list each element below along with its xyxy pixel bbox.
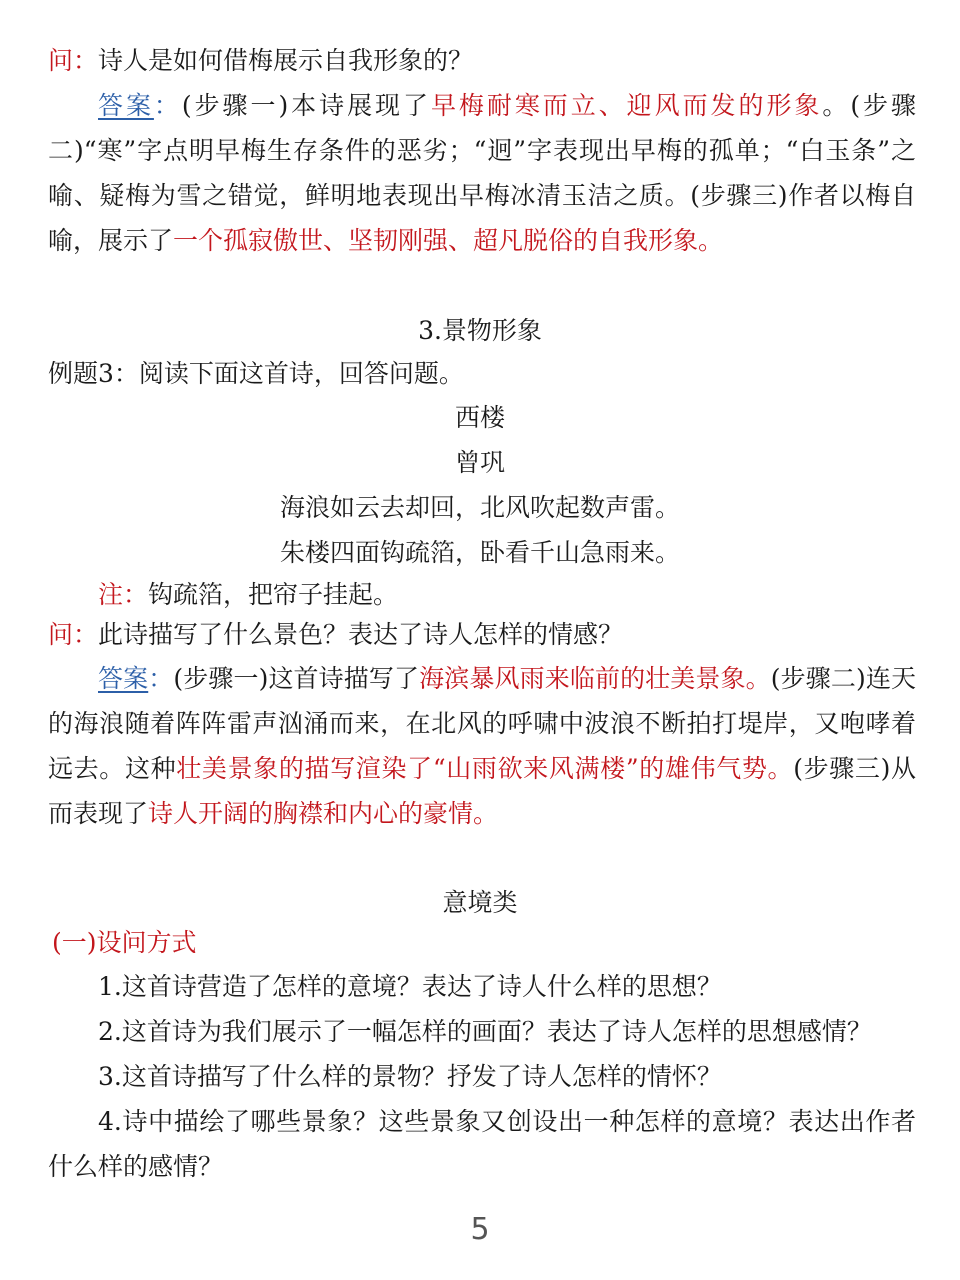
list-item: 2.这首诗为我们展示了一幅怎样的画面？表达了诗人怎样的思想感情？ [98,1017,872,1046]
shewen-heading: (一)设问方式 [52,928,197,957]
answer-2 [48,656,916,836]
category-title: 意境类 [442,888,518,917]
poem-note [48,572,916,617]
answer-step-text: (步骤一)这首诗描写了 [173,664,420,693]
poem-title: 西楼 [454,403,505,432]
answer-step-text: (步骤一)本诗展现了 [181,91,431,120]
question-label: 问： [48,620,99,649]
section-title: 3.景物形象 [418,316,542,345]
list-item: 4.诗中描绘了哪些景象？这些景象又创设出一种怎样的意境？表达出作者什么样的感情？ [48,1107,916,1181]
answer-1 [48,83,916,263]
question-2 [48,612,916,657]
answer-step-text: 。(步骤二)“寒”字点明早梅生存条件的恶劣；“迥”字表现出早梅的孤单；“白玉条”之喻、疑梅为雪之错觉，鲜明地表现出早梅冰清玉洁之质。(步骤三)作者以梅自喻，展示了 [48,91,916,255]
question-1 [48,38,916,83]
note-text: 钩疏箔，把帘子挂起。 [148,580,399,609]
question-text: 诗人是如何借梅展示自我形象的？ [98,46,474,75]
page-number: 5 [470,1212,490,1247]
poem-author: 曾巩 [454,448,505,477]
poem-line-2: 朱楼四面钩疏箔，卧看千山急雨来。 [279,538,680,567]
answer-label: 答案 [98,91,154,120]
note-label: 注： [98,580,149,609]
example-prompt: 例题3：阅读下面这首诗，回答问题。 [48,359,464,388]
answer-highlight: 海滨暴风雨来临前的壮美景象。 [419,664,771,693]
answer-colon: ： [148,664,174,693]
answer-highlight: 一个孤寂傲世、坚韧刚强、超凡脱俗的自我形象。 [173,226,724,255]
answer-colon: ： [153,91,182,120]
answer-label: 答案 [98,664,149,693]
poem-line-1: 海浪如云去却回，北风吹起数声雷。 [279,493,680,522]
list-item: 1.这首诗营造了怎样的意境？表达了诗人什么样的思想？ [98,972,722,1001]
answer-highlight: 壮美景象的描写渲染了“山雨欲来风满楼”的雄伟气势。 [176,754,794,783]
answer-step-text: (步骤三)从而表现了 [48,754,916,828]
answer-step-text: (步骤二)连天的海浪随着阵阵雷声汹涌而来，在北风的呼啸中波浪不断拍打堤岸，又咆哮着远去。这种 [48,664,916,783]
answer-highlight: 早梅耐寒而立、迎风而发的形象 [430,91,823,120]
question-label: 问： [48,46,99,75]
question-text: 此诗描写了什么景色？表达了诗人怎样的情感？ [98,620,624,649]
list-item: 3.这首诗描写了什么样的景物？抒发了诗人怎样的情怀？ [98,1062,722,1091]
answer-highlight: 诗人开阔的胸襟和内心的豪情。 [148,799,499,828]
